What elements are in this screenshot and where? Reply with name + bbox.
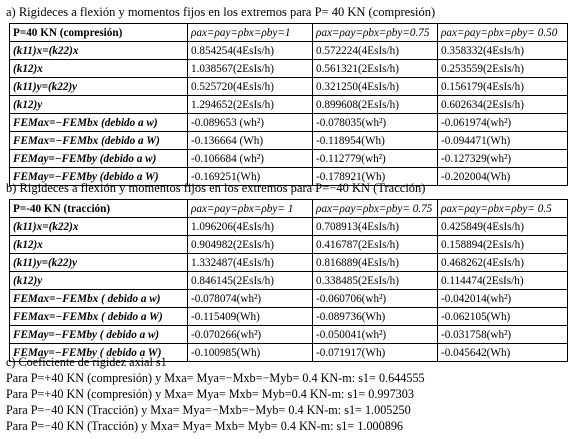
value-cell: 0.899608(2EsIs/h)	[313, 96, 438, 114]
value-cell: -0.127329(wh²)	[438, 150, 568, 168]
value-cell: 0.416787(2EsIs/h)	[313, 236, 438, 254]
section-a-title: a) Rigideces a flexión y momentos fijos en los extremos para P= 40 KN (compresión)	[6, 5, 436, 19]
table-row	[10, 254, 568, 272]
row-label: FEMax=−FEMbx (debido a w)	[10, 114, 188, 132]
value-cell: 0.602634(2EsIs/h)	[438, 96, 568, 114]
row-label: (k12)x	[10, 60, 188, 78]
table-row	[10, 272, 568, 290]
header-row	[10, 200, 568, 218]
row-label: (k12)y	[10, 272, 188, 290]
value-cell: -0.042014(wh²)	[438, 290, 568, 308]
table-row	[10, 132, 568, 150]
value-cell: -0.118954(Wh)	[313, 132, 438, 150]
value-cell: 0.425849(4EsIs/h)	[438, 218, 568, 236]
value-cell: -0.136664 (Wh)	[188, 132, 313, 150]
table-row	[10, 114, 568, 132]
value-cell: 1.332487(4EsIs/h)	[188, 254, 313, 272]
table-row	[10, 290, 568, 308]
value-cell: -0.089736(Wh)	[313, 308, 438, 326]
row-label: (k12)x	[10, 236, 188, 254]
corner-cell: P=-40 KN (tracción)	[10, 200, 188, 218]
value-cell: -0.060706(wh²)	[313, 290, 438, 308]
value-cell: -0.031758(wh²)	[438, 326, 568, 344]
row-label: FEMax=−FEMbx ( debido a W)	[10, 308, 188, 326]
axial-line-2: Para P=+40 KN (compresión) y Mxa= Mya= Mxb= Myb=0.4 KN-m: s1= 0.997303	[6, 387, 414, 401]
value-cell: 0.321250(4EsIs/h)	[313, 78, 438, 96]
header-row	[10, 24, 568, 42]
section-c-title: c) Coeficiente de rigidez axial s1	[6, 355, 167, 369]
table-b	[9, 199, 568, 362]
value-cell: 0.156179(4EsIs/h)	[438, 78, 568, 96]
value-cell: 0.561321(2EsIs/h)	[313, 60, 438, 78]
value-cell: 1.038567(2EsIs/h)	[188, 60, 313, 78]
row-label: (k11)x=(k22)x	[10, 218, 188, 236]
value-cell: 0.338485(2EsIs/h)	[313, 272, 438, 290]
value-cell: -0.061974(wh²)	[438, 114, 568, 132]
value-cell: -0.045642(Wh)	[438, 344, 568, 362]
value-cell: -0.094471(Wh)	[438, 132, 568, 150]
value-cell: -0.178921(Wh)	[313, 168, 438, 186]
table-row	[10, 150, 568, 168]
row-label: FEMay=−FEMby (debido a w)	[10, 150, 188, 168]
table-a	[9, 23, 568, 186]
value-cell: 0.525720(4EsIs/h)	[188, 78, 313, 96]
row-label: FEMay=−FEMby ( debido a w)	[10, 326, 188, 344]
table-row	[10, 60, 568, 78]
value-cell: 0.114474(2EsIs/h)	[438, 272, 568, 290]
value-cell: 0.904982(2EsIs/h)	[188, 236, 313, 254]
value-cell: 0.253559(2EsIs/h)	[438, 60, 568, 78]
row-label: (k11)x=(k22)x	[10, 42, 188, 60]
value-cell: -0.071917(Wh)	[313, 344, 438, 362]
table-row	[10, 326, 568, 344]
row-label: (k12)y	[10, 96, 188, 114]
column-header: ρax=ρay=ρbx=ρby=1	[188, 24, 313, 42]
section-b-title: b) Rigideces a flexión y momentos fijos en los extremos para P=−40 KN (Tracción)	[6, 181, 426, 195]
value-cell: 0.468262(4EsIs/h)	[438, 254, 568, 272]
value-cell: 1.294652(2EsIs/h)	[188, 96, 313, 114]
value-cell: -0.100985(Wh)	[188, 344, 313, 362]
row-label: (k11)y=(k22)y	[10, 78, 188, 96]
value-cell: 1.096206(4EsIs/h)	[188, 218, 313, 236]
value-cell: 0.846145(2EsIs/h)	[188, 272, 313, 290]
table-row	[10, 218, 568, 236]
value-cell: -0.062105(Wh)	[438, 308, 568, 326]
column-header: ρax=ρay=ρbx=ρby= 1	[188, 200, 313, 218]
column-header: ρax=ρay=ρbx=ρby= 0.75	[313, 200, 438, 218]
value-cell: -0.169251(Wh)	[188, 168, 313, 186]
table-row	[10, 42, 568, 60]
table-b-body	[10, 200, 568, 362]
column-header: ρax=ρay=ρbx=ρby= 0.50	[438, 24, 568, 42]
value-cell: 0.854254(4EsIs/h)	[188, 42, 313, 60]
row-label: FEMay=−FEMby ( debido a W)	[10, 344, 188, 362]
table-row	[10, 308, 568, 326]
value-cell: 0.816889(4EsIs/h)	[313, 254, 438, 272]
value-cell: -0.106684 (wh²)	[188, 150, 313, 168]
table-row	[10, 236, 568, 254]
column-header: ρax=ρay=ρbx=ρby=0.75	[313, 24, 438, 42]
table-row	[10, 96, 568, 114]
corner-cell: P=40 KN (compresión)	[10, 24, 188, 42]
value-cell: 0.358332(4EsIs/h)	[438, 42, 568, 60]
value-cell: -0.050041(wh²)	[313, 326, 438, 344]
value-cell: 0.708913(4EsIs/h)	[313, 218, 438, 236]
table-a-body	[10, 24, 568, 186]
row-label: (k11)y=(k22)y	[10, 254, 188, 272]
axial-line-3: Para P=−40 KN (Tracción) y Mxa= Mya=−Mxb=−Myb= 0.4 KN-m: s1= 1.005250	[6, 403, 411, 417]
value-cell: -0.115409(Wh)	[188, 308, 313, 326]
value-cell: -0.078035(wh²)	[313, 114, 438, 132]
axial-line-4: Para P=−40 KN (Tracción) y Mxa= Mya= Mxb= Myb= 0.4 KN-m: s1= 1.000896	[6, 419, 404, 433]
value-cell: -0.070266(wh²)	[188, 326, 313, 344]
row-label: FEMax=−FEMbx (debido a W)	[10, 132, 188, 150]
table-row	[10, 78, 568, 96]
column-header: ρax=ρay=ρbx=ρby= 0.5	[438, 200, 568, 218]
section-c	[6, 354, 425, 434]
value-cell: -0.078074(wh²)	[188, 290, 313, 308]
axial-line-1: Para P=+40 KN (compresión) y Mxa= Mya=−Mxb=−Myb= 0.4 KN-m: s1= 0.644555	[6, 371, 425, 385]
value-cell: -0.202004(Wh)	[438, 168, 568, 186]
value-cell: -0.112779(wh²)	[313, 150, 438, 168]
value-cell: 0.572224(4EsIs/h)	[313, 42, 438, 60]
row-label: FEMax=−FEMbx ( debido a w)	[10, 290, 188, 308]
value-cell: 0.158894(2EsIs/h)	[438, 236, 568, 254]
value-cell: -0.089653 (wh²)	[188, 114, 313, 132]
row-label: FEMay=−FEMby (debido a W)	[10, 168, 188, 186]
